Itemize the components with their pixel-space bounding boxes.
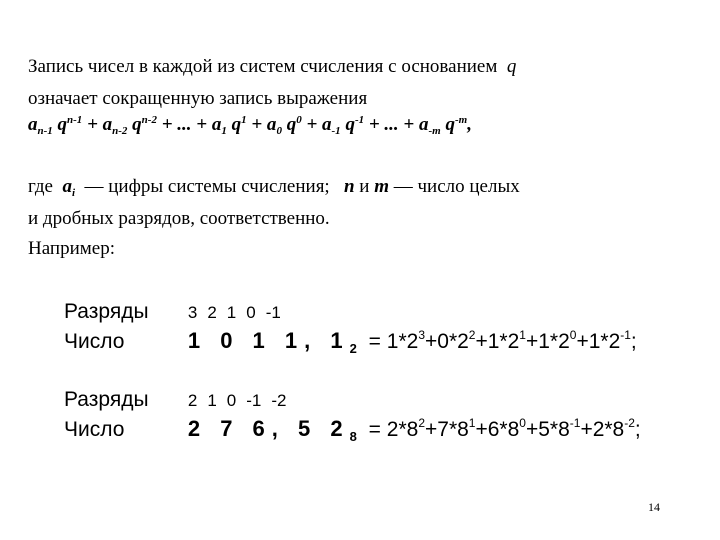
where-word: где [28, 176, 53, 197]
number-base: 2 [349, 341, 357, 356]
digit-position: 1 [226, 303, 237, 322]
digits-label: Разряды [64, 300, 149, 323]
intro-text: Запись чисел в каждой из систем счисления с основанием [28, 56, 498, 77]
count-definition: — число целых [393, 176, 520, 197]
number-base: 8 [349, 429, 357, 444]
digit-position: -2 [271, 391, 287, 410]
digit-position: 0 [246, 303, 256, 322]
integer-count-symbol: n [343, 176, 355, 197]
digit-position: -1 [265, 303, 281, 322]
number-label: Число [64, 418, 125, 441]
intro-line [28, 56, 516, 78]
number-expansion: = $1*2^3+0*2^2+1*2^1+1*2^0+1*2^{-1}$; [368, 328, 637, 353]
definition-line [28, 176, 520, 198]
example-2-digits-row [64, 388, 297, 412]
example-1-number-row [64, 328, 637, 354]
digits-label: Разряды [64, 388, 149, 411]
definition-line-2: и дробных разрядов, соответственно. [28, 208, 330, 229]
example-heading: Например: [28, 238, 115, 259]
digit-position: -1 [246, 391, 262, 410]
and-word: и [359, 176, 370, 197]
digit-positions [188, 303, 291, 322]
example-number: 1 0 1 1, $1_2$ [187, 328, 357, 356]
intro-line-2: означает сокращенную запись выражения [28, 88, 368, 109]
digit-positions [188, 391, 297, 410]
number-expansion: = $2*8^2+7*8^1+6*8^0+5*8^{-1}+2*8^{-2}$; [368, 416, 641, 441]
digit-position: 2 [187, 391, 198, 410]
digit-definition: — цифры системы счисления; [84, 176, 330, 197]
example-2-number-row [64, 416, 641, 442]
digit-position: 2 [207, 303, 217, 322]
digit-position: 0 [226, 391, 237, 410]
general-formula: $a_{n-1}$ $q^{n-1} + a_{n-2}$ $q^{n-2}$ + ... + $a_1$ $q^1 + a_0$ $q^0 + a_{-1}$ $q^{-1}$ + ... + $a_{-m}$ $q^{-m}$, [28, 114, 472, 137]
digit-position: 1 [207, 391, 217, 410]
page-number: 14 [648, 500, 660, 514]
number-label: Число [64, 330, 125, 353]
example-number: 2 7 6, 5 $2_8$ [187, 416, 357, 444]
digit-position: 3 [187, 303, 198, 322]
base-q: q [506, 56, 517, 77]
digit-symbol: $a_i$ [62, 176, 76, 199]
example-1-digits-row [64, 300, 291, 324]
fraction-count-symbol: m [374, 176, 389, 197]
